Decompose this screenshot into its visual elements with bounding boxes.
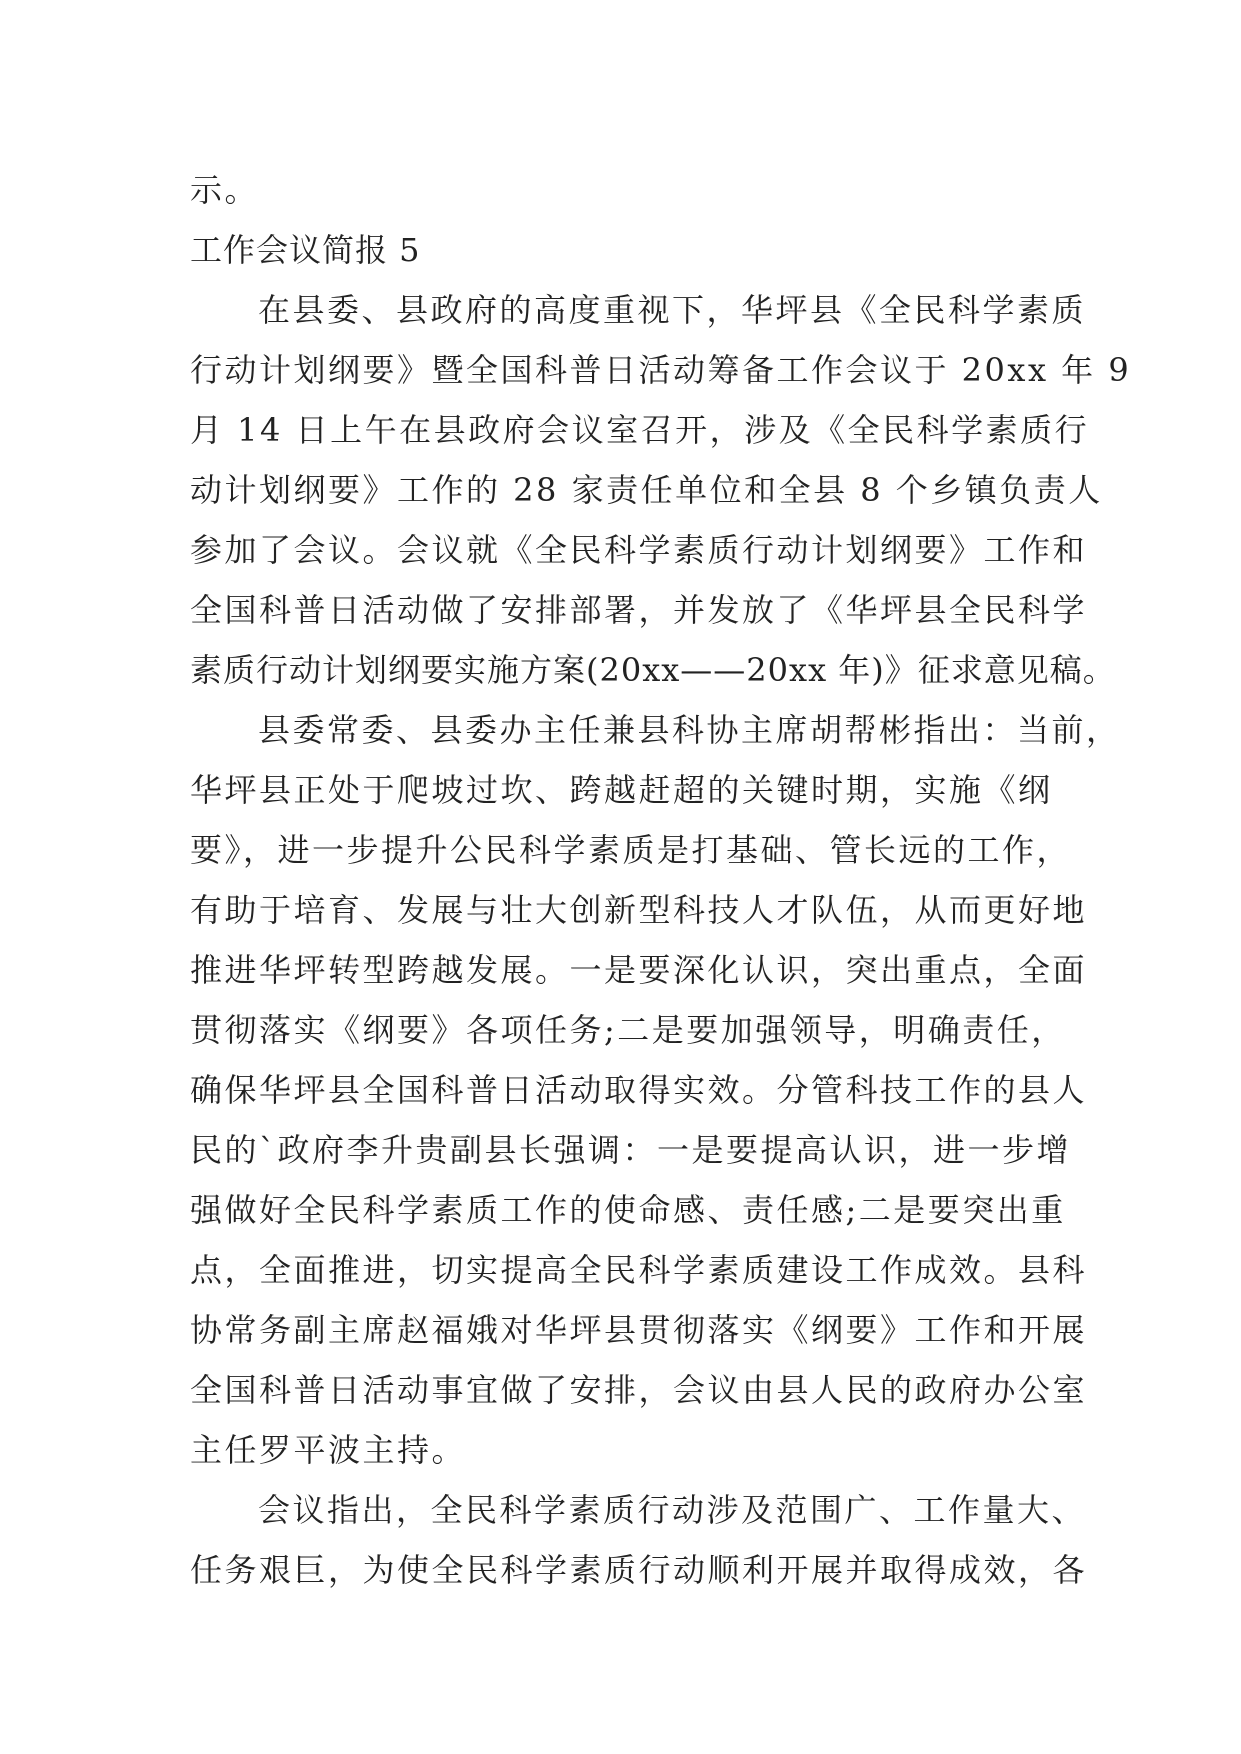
paragraph-2-line: 点，全面推进，切实提高全民科学素质建设工作成效。县科 — [190, 1251, 1088, 1289]
paragraph-1-line: 参加了会议。会议就《全民科学素质行动计划纲要》工作和 — [190, 531, 1088, 569]
paragraph-1-line: 全国科普日活动做了安排部署，并发放了《华坪县全民科学 — [190, 591, 1088, 629]
section-heading: 工作会议简报 5 — [190, 231, 421, 269]
paragraph-3-line: 任务艰巨，为使全民科学素质行动顺利开展并取得成效，各 — [190, 1551, 1088, 1589]
paragraph-2-line: 确保华坪县全国科普日活动取得实效。分管科技工作的县人 — [190, 1071, 1088, 1109]
paragraph-2-line: 强做好全民科学素质工作的使命感、责任感;二是要突出重 — [190, 1191, 1066, 1229]
paragraph-2-line: 主任罗平波主持。 — [190, 1431, 467, 1469]
paragraph-2-line: 协常务副主席赵福娥对华坪县贯彻落实《纲要》工作和开展 — [190, 1311, 1088, 1349]
paragraph-1-line: 在县委、县政府的高度重视下，华坪县《全民科学素质 — [258, 291, 1087, 329]
paragraph-1-line: 行动计划纲要》暨全国科普日活动筹备工作会议于 20xx 年 9 — [190, 351, 1132, 389]
paragraph-2-line: 县委常委、县委办主任兼县科协主席胡帮彬指出：当前， — [258, 711, 1121, 749]
paragraph-1-line: 素质行动计划纲要实施方案(20xx——20xx 年)》征求意见稿。 — [190, 651, 1116, 689]
paragraph-2-line: 全国科普日活动事宜做了安排，会议由县人民的政府办公室 — [190, 1371, 1088, 1409]
document-body — [190, 160, 1132, 1600]
paragraph-2-line: 要》，进一步提升公民科学素质是打基础、管长远的工作， — [190, 831, 1072, 869]
paragraph-2-line: 推进华坪转型跨越发展。一是要深化认识，突出重点，全面 — [190, 951, 1088, 989]
paragraph-1-line: 月 14 日上午在县政府会议室召开，涉及《全民科学素质行 — [190, 411, 1090, 449]
paragraph-2-line: 贯彻落实《纲要》各项任务;二是要加强领导，明确责任， — [190, 1011, 1066, 1049]
paragraph-2-line: 华坪县正处于爬坡过坎、跨越赶超的关键时期，实施《纲 — [190, 771, 1053, 809]
paragraph-2-line: 有助于培育、发展与壮大创新型科技人才队伍，从而更好地 — [190, 891, 1088, 929]
text-line: 示。 — [190, 171, 260, 209]
paragraph-1-line: 动计划纲要》工作的 28 家责任单位和全县 8 个乡镇负责人 — [190, 471, 1103, 509]
paragraph-2-line: 民的`政府李升贵副县长强调：一是要提高认识，进一步增 — [190, 1131, 1072, 1169]
paragraph-3-line: 会议指出，全民科学素质行动涉及范围广、工作量大、 — [258, 1491, 1087, 1529]
